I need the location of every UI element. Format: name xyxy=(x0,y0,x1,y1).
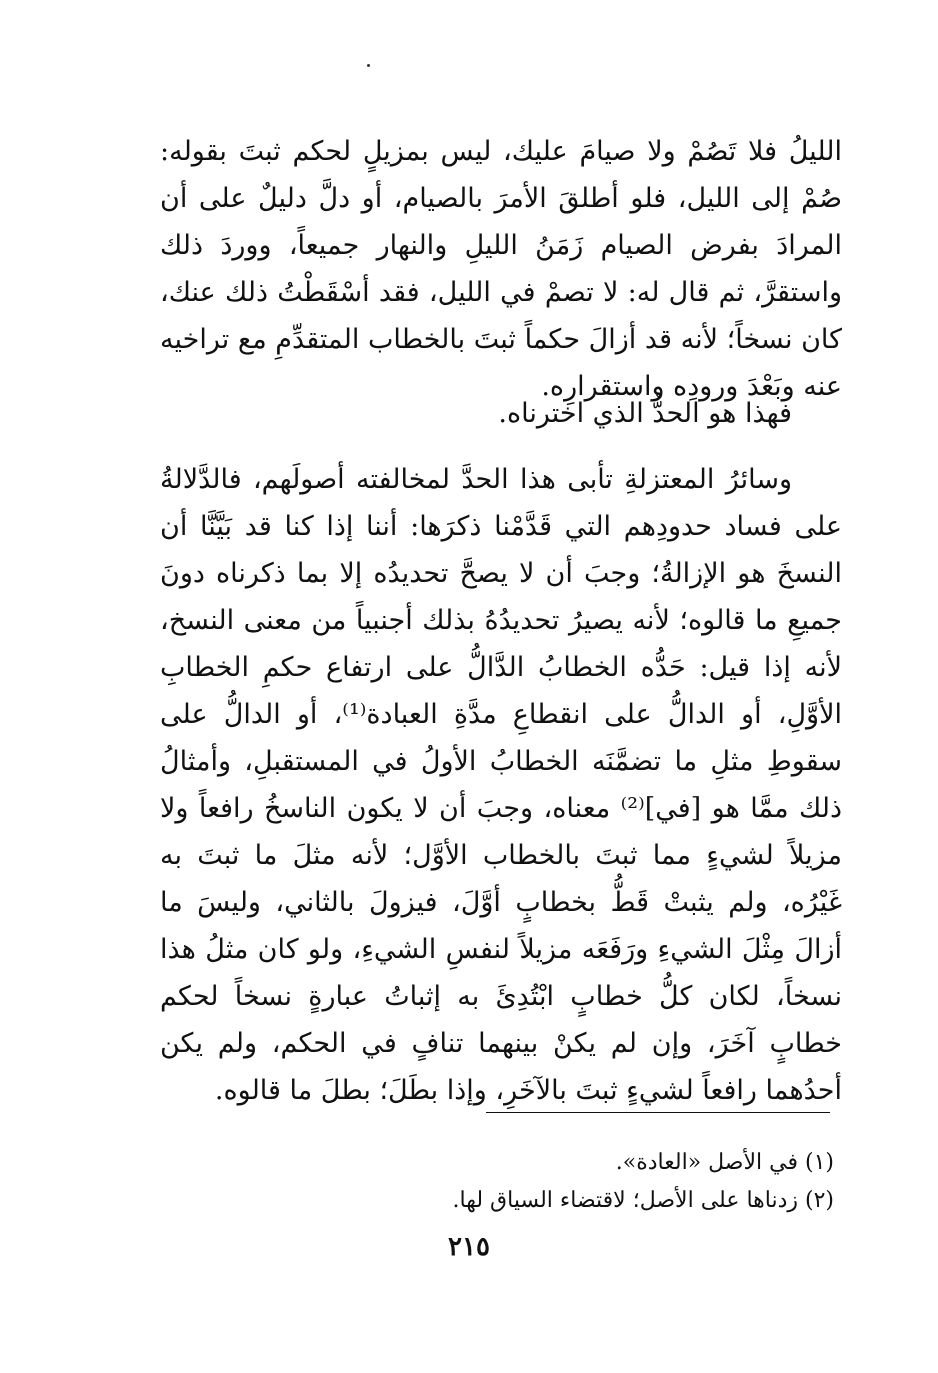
paragraph-3-block xyxy=(160,456,842,1114)
page-number: ٢١٥ xyxy=(448,1232,490,1262)
paragraph-1: الليلُ فلا تَصُمْ ولا صيامَ عليك، ليس بمزيلٍ لحكم ثبتَ بقوله: صُمْ إلى الليل، فلو أطلقَ الأمرَ بالصيام، أو دلَّ دليلٌ على أن المرادَ بفرض الصيام زَمَنُ الليلِ والنهار جميعاً، ووردَ ذلك واستقرَّ، ثم قال له: لا تصمْ في الليل، فقد أسْقَطْتُ ذلك عنك، كان نسخاً؛ لأنه قد أزالَ حكماً ثبتَ بالخطاب المتقدِّمِ مع تراخيه عنه وبَعْدَ ورودِه واستقرارِه. xyxy=(160,136,842,402)
footnotes xyxy=(200,1144,834,1220)
paragraph-1-block xyxy=(160,128,842,410)
page-speck xyxy=(367,64,370,67)
footnote-separator xyxy=(486,1112,830,1113)
footnote-1: (١) في الأصل «العادة». xyxy=(615,1150,834,1175)
footnote-2: (٢) زدناها على الأصل؛ لاقتضاء السياق لها. xyxy=(452,1188,834,1213)
paragraph-2: فهذا هو الحدُّ الذي اخترناه. xyxy=(498,398,792,429)
paragraph-3: وسائرُ المعتزلةِ تأبى هذا الحدَّ لمخالفته أصولَهم، فالدَّلالةُ على فساد حدودِهم التي قَدَّمْنا ذكرَها: أننا إذا كنا قد بَيَّنَّا أن النسخَ هو الإزالةُ؛ وجبَ أن لا يصحَّ تحديدُه إلا بما ذكرناه دونَ جميعِ ما قالوه؛ لأنه يصيرُ تحديدُهُ بذلك أجنبياً من معنى النسخ، لأنه إذا قيل: حَدُّه الخطابُ الدَّالُّ على ارتفاع حكمِ الخطابِ الأوَّلِ، أو الدالُّ على انقطاعِ مدَّةِ العبادة⁽¹⁾، أو الدالُّ على سقوطِ مثلِ ما تضمَّنَه الخطابُ الأولُ في المستقبلِ، وأمثالُ ذلك ممَّا هو [في]⁽²⁾ معناه، وجبَ أن لا يكون الناسخُ رافعاً ولا مزيلاً لشيءٍ مما ثبتَ بالخطاب الأوَّل؛ لأنه مثلَ ما ثبتَ به غَيْرُه، ولم يثبتْ قَطُّ بخطابٍ أوَّلَ، فيزولَ بالثاني، وليسَ ما أزالَ مِثْلَ الشيءِ ورَفَعَه مزيلاً لنفسِ الشيءِ، ولو كان مثلُ هذا نسخاً، لكان كلُّ خطابٍ ابْتُدِئَ به إثباتُ عبارةٍ نسخاً لحكم خطابٍ آخَرَ، وإن لم يكنْ بينهما تنافٍ في الحكم، ولم يكن أحدُهما رافعاً لشيءٍ ثبتَ بالآخَرِ، وإذا بطَلَ؛ بطلَ ما قالوه. xyxy=(160,464,842,1106)
paragraph-2-block xyxy=(160,390,842,437)
